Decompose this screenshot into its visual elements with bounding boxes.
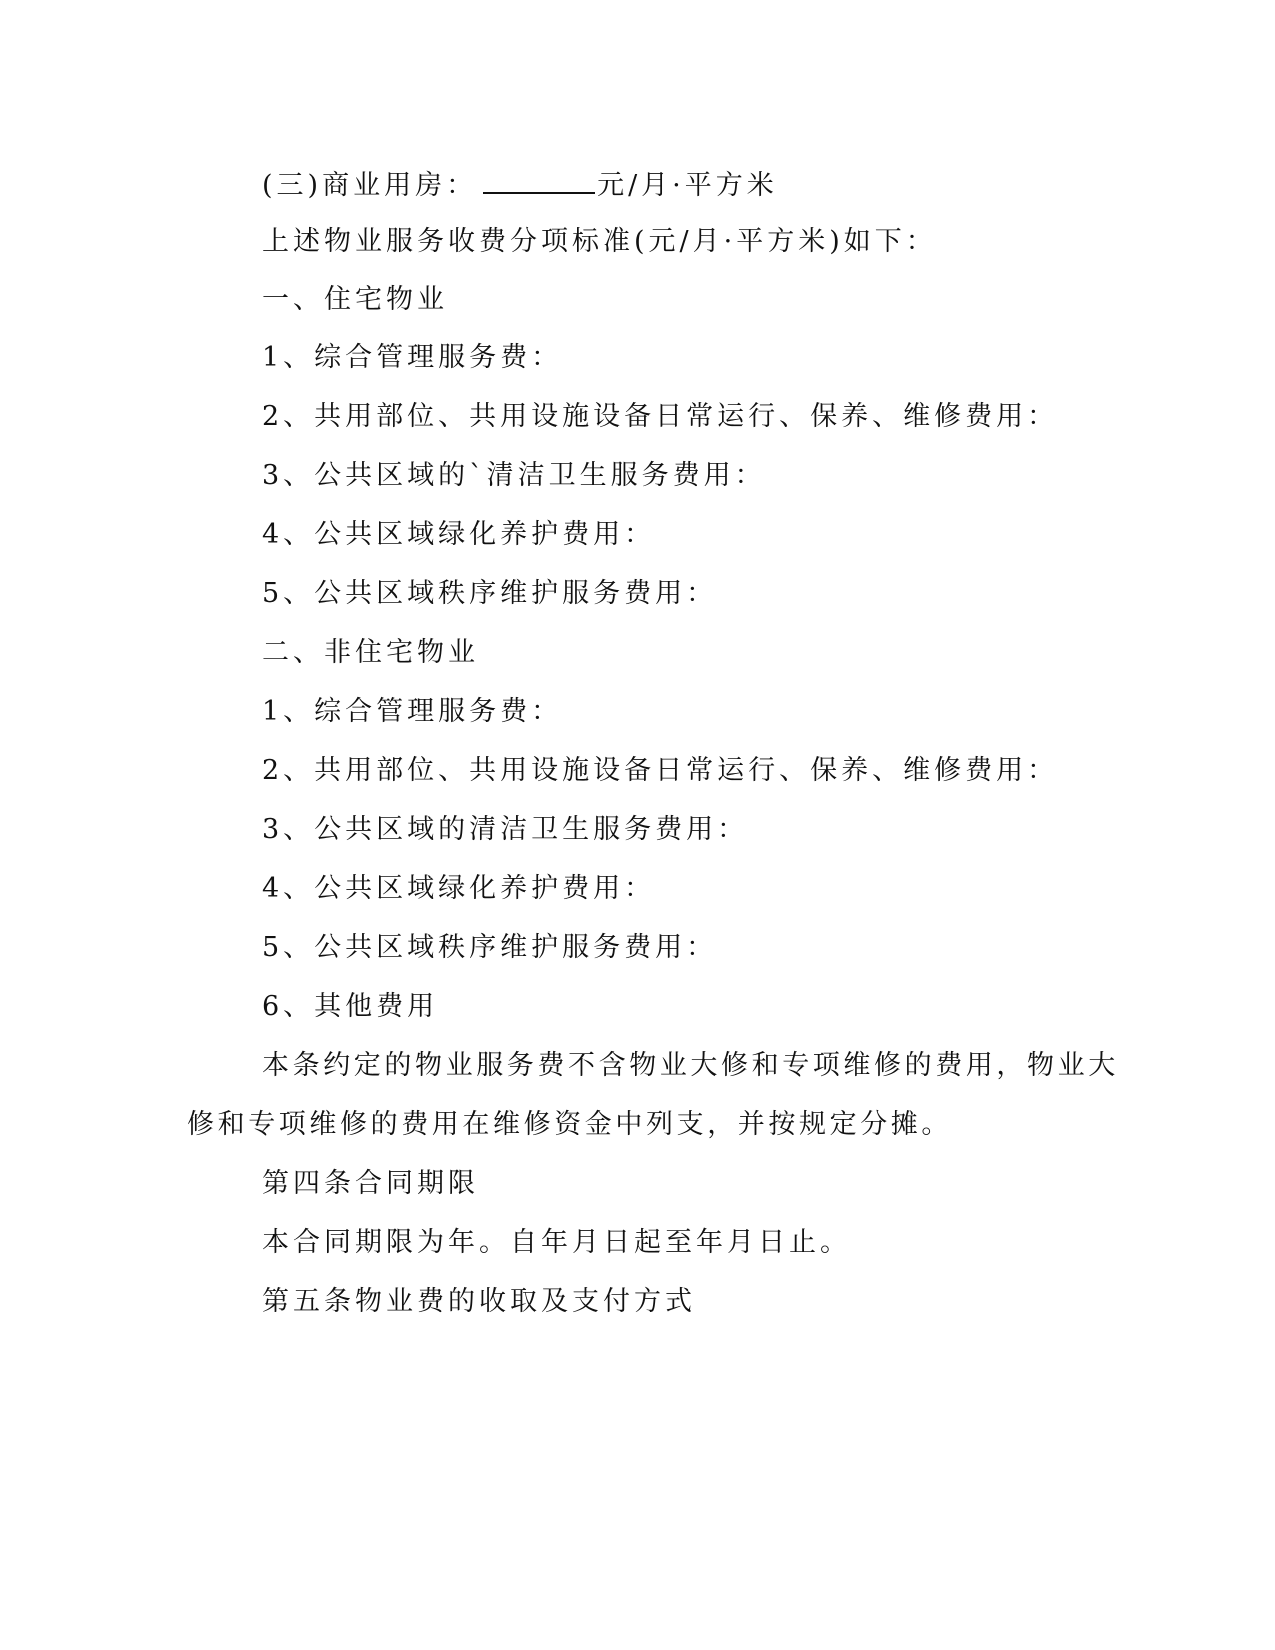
residential-item: 3、公共区域的`清洁卫生服务费用： — [262, 460, 766, 491]
note-paragraph-line: 本条约定的物业服务费不含物业大修和专项维修的费用，物业大 — [262, 1050, 1119, 1081]
residential-item: 1、综合管理服务费： — [262, 342, 563, 373]
fee-standard-intro: 上述物业服务收费分项标准(元/月·平方米)如下： — [262, 226, 937, 257]
non-residential-heading: 二、非住宅物业 — [262, 637, 479, 668]
article-5-title: 第五条物业费的收取及支付方式 — [262, 1286, 696, 1317]
non-residential-item: 3、公共区域的清洁卫生服务费用： — [262, 814, 749, 845]
article-4-text: 本合同期限为年。自年月日起至年月日止。 — [262, 1227, 851, 1258]
non-residential-item: 1、综合管理服务费： — [262, 696, 563, 727]
non-residential-item: 5、公共区域秩序维护服务费用： — [262, 932, 718, 963]
residential-heading: 一、住宅物业 — [262, 284, 448, 315]
residential-item: 2、共用部位、共用设施设备日常运行、保养、维修费用： — [262, 401, 1059, 432]
commercial-housing-label: (三)商业用房： — [262, 170, 478, 201]
commercial-housing-line — [262, 166, 778, 204]
non-residential-item: 4、公共区域绿化养护费用： — [262, 873, 656, 904]
article-4-title: 第四条合同期限 — [262, 1168, 479, 1199]
note-paragraph-line: 修和专项维修的费用在维修资金中列支，并按规定分摊。 — [187, 1109, 952, 1140]
non-residential-item: 2、共用部位、共用设施设备日常运行、保养、维修费用： — [262, 755, 1059, 786]
commercial-housing-unit: 元/月·平方米 — [597, 170, 778, 201]
residential-item: 4、公共区域绿化养护费用： — [262, 519, 656, 550]
fee-blank-field — [483, 166, 595, 194]
non-residential-item: 6、其他费用 — [262, 991, 439, 1022]
residential-item: 5、公共区域秩序维护服务费用： — [262, 578, 718, 609]
